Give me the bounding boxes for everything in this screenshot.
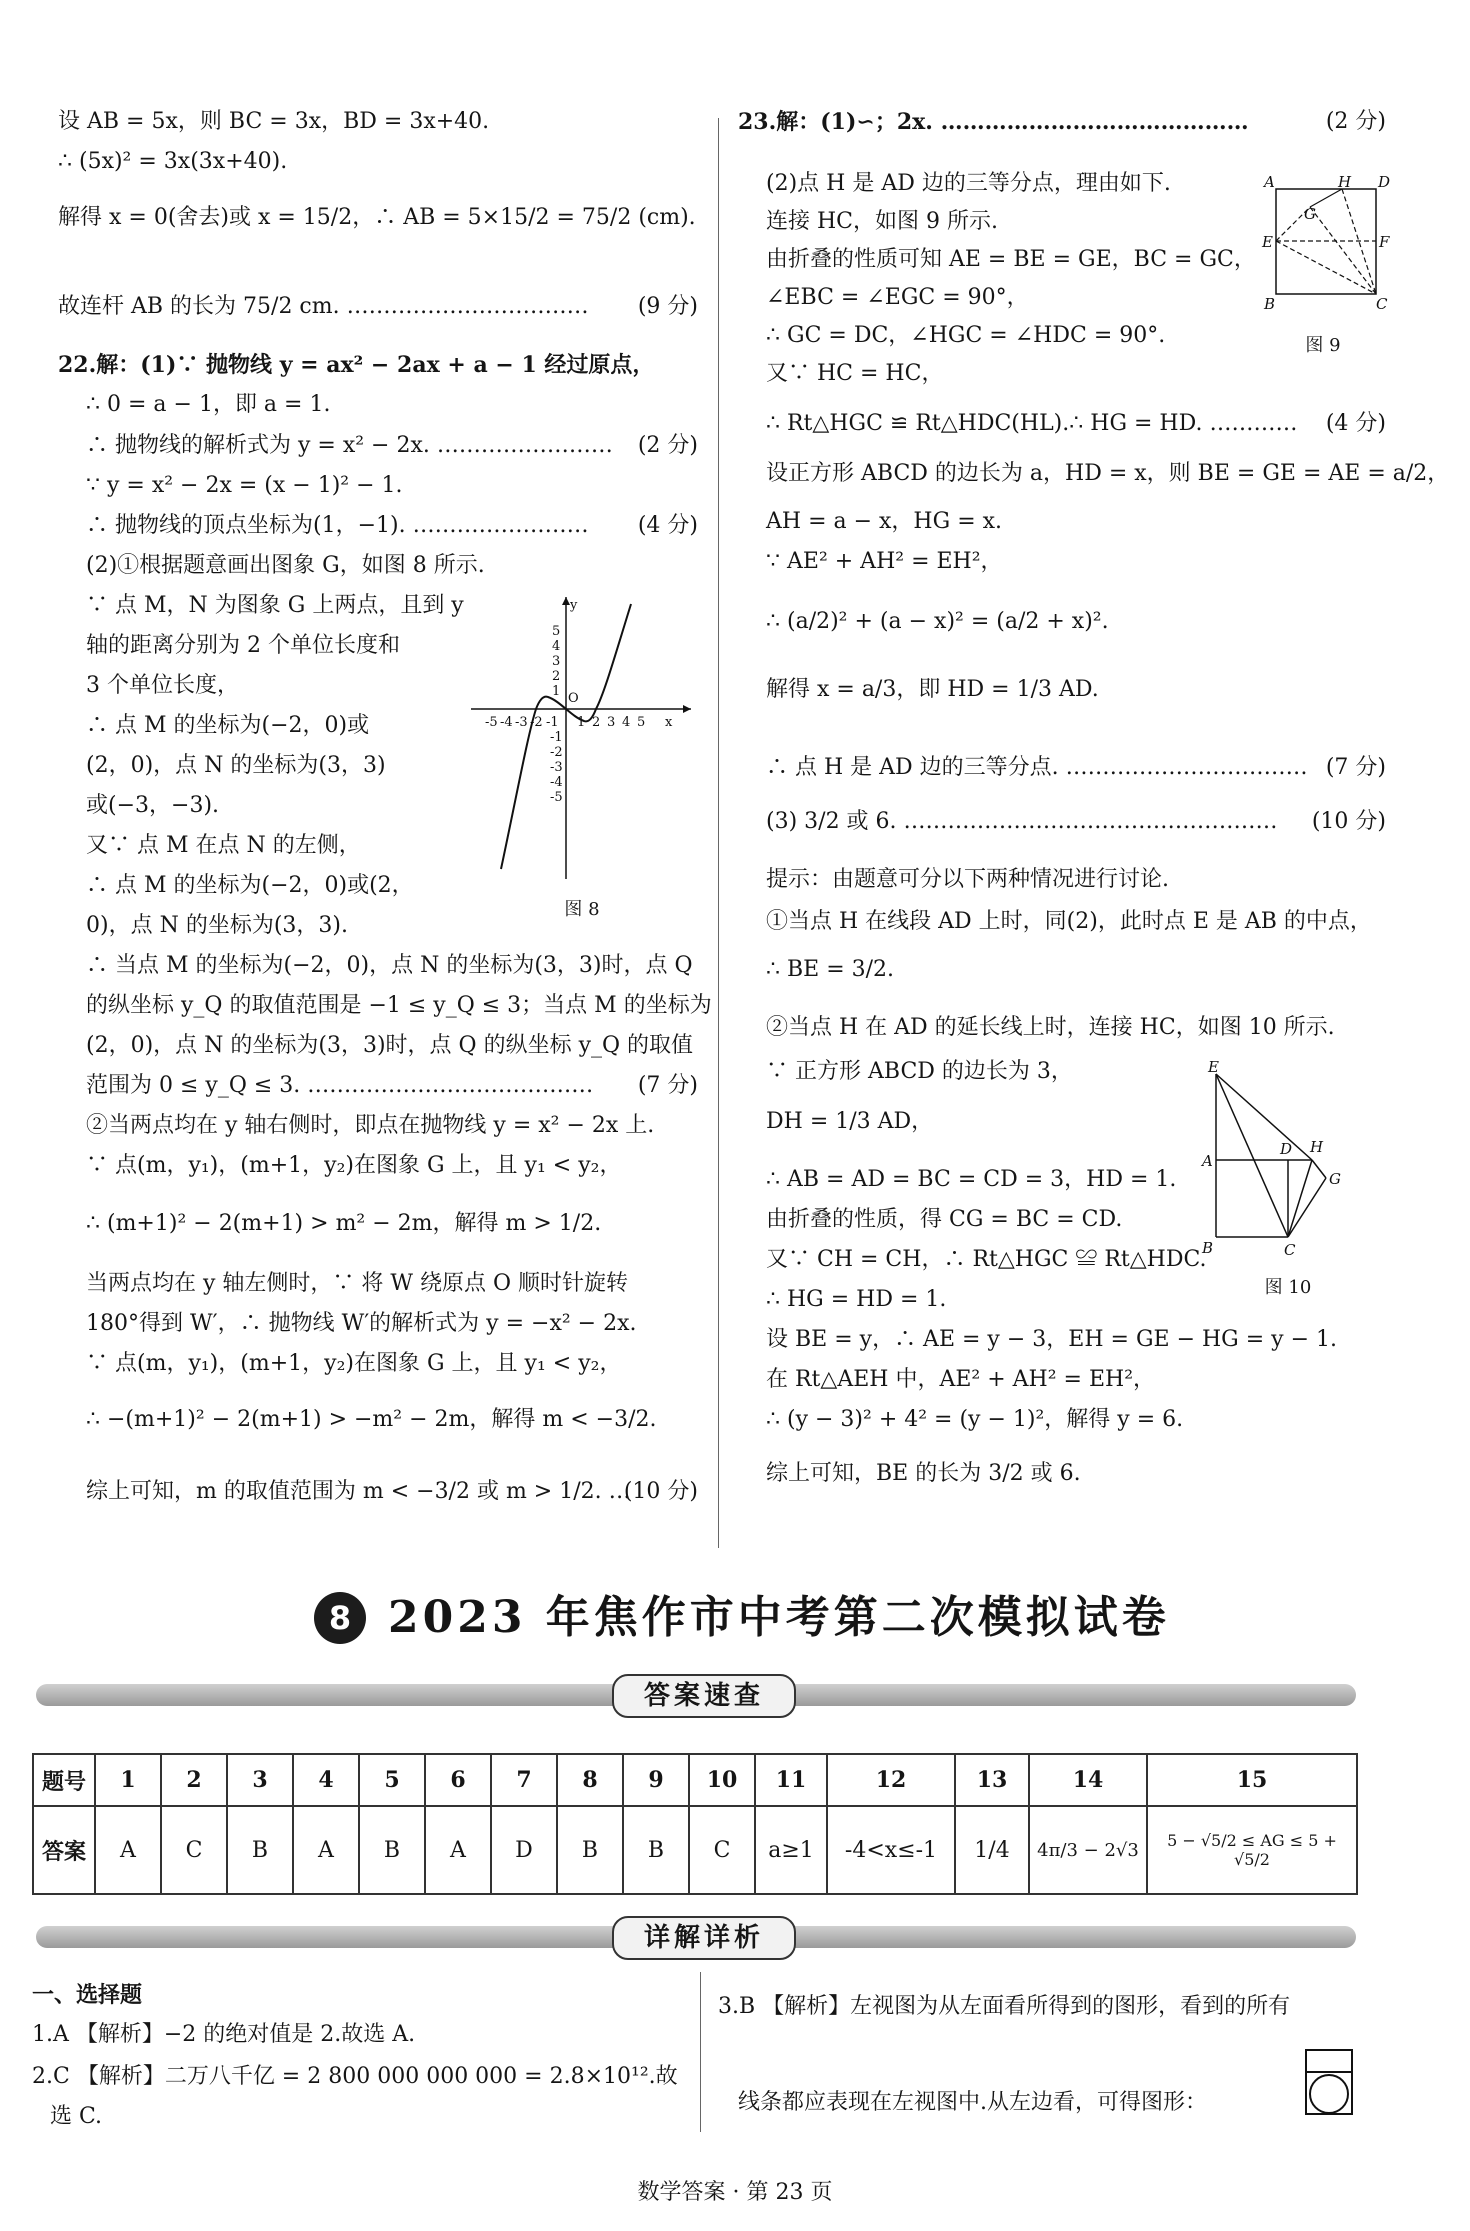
section-title: 2023 年焦作市中考第二次模拟试卷 <box>388 1592 1170 1643</box>
detail-q3-line2: 线条都应表现在左视图中.从左边看，可得图形： <box>738 2090 1207 2115</box>
detail-q2-line1: 2.C 【解析】二万八千亿 = 2 800 000 000 000 = 2.8×10¹².故 <box>32 2064 678 2089</box>
y-tick-label: 4 <box>552 639 561 654</box>
question-number: 8 <box>557 1754 623 1806</box>
answer-cell: C <box>161 1806 227 1894</box>
row-header: 题号 <box>33 1754 95 1806</box>
q23-line: ∴ (a/2)² + (a − x)² = (a/2 + x)². <box>766 609 1109 634</box>
q23-line: ∴ GC = DC，∠HGC = ∠HDC = 90°. <box>766 323 1166 348</box>
question-number: 1 <box>95 1754 161 1806</box>
q22-line: ∴ 点 M 的坐标为(−2，0)或(2， <box>86 873 414 898</box>
label-b: B <box>1202 1239 1214 1257</box>
q22-line: (2)①根据题意画出图象 G，如图 8 所示. <box>86 553 485 578</box>
q23-line: 连接 HC，如图 9 所示. <box>766 209 998 234</box>
q23-line: ①当点 H 在线段 AD 上时，同(2)，此时点 E 是 AB 的中点， <box>766 909 1372 934</box>
q21-line: 解得 x = 0(舍去)或 x = 15/2，∴ AB = 5×15/2 = 75/2 (cm). <box>58 205 696 230</box>
q22-line: 或(−3，−3). <box>86 793 220 818</box>
segment-ec <box>1216 1074 1288 1237</box>
question-number: 14 <box>1029 1754 1147 1806</box>
left-view-circle <box>1310 2075 1348 2113</box>
x-tick-label: -3 <box>515 715 528 730</box>
label-c: C <box>1376 295 1388 313</box>
segment-hg <box>1312 1160 1326 1178</box>
q23-line: 由折叠的性质，得 CG = BC = CD. <box>766 1207 1123 1232</box>
x-tick-label: 1 <box>577 715 586 730</box>
figure-10-caption: 图 10 <box>1264 1277 1312 1298</box>
x-tick-labels <box>485 715 673 730</box>
x-tick-label: 2 <box>592 715 601 730</box>
parabola-right-branch <box>596 604 631 709</box>
q22-line: ∴ 0 = a − 1，即 a = 1. <box>86 392 331 417</box>
q23-line: ∴ 点 H 是 AD 边的三等分点. …………………………… <box>766 755 1308 780</box>
detail-divider <box>700 1972 701 2132</box>
answer-table <box>32 1753 1358 1895</box>
score: (10 分) <box>623 1479 698 1504</box>
column-divider <box>718 118 719 1548</box>
q23-line: 设 BE = y，∴ AE = y − 3，EH = GE − HG = y − 1. <box>766 1327 1338 1352</box>
q22-line: 22.解：(1)∵ 抛物线 y = ax² − 2ax + a − 1 经过原点， <box>58 352 655 378</box>
y-axis-arrow <box>562 597 570 605</box>
q23-line: ∠EBC = ∠EGC = 90°， <box>766 285 1029 310</box>
figure-9-diagram <box>1258 173 1391 325</box>
score: (9 分) <box>637 294 698 319</box>
q23-line: 在 Rt△AEH 中，AE² + AH² = EH²， <box>766 1367 1156 1392</box>
label-h: H <box>1310 1138 1324 1156</box>
answer-cell: C <box>689 1806 755 1894</box>
y-axis-label: y <box>570 598 578 613</box>
question-number: 9 <box>623 1754 689 1806</box>
segment-cg <box>1288 1178 1326 1237</box>
x-axis-arrow <box>683 705 691 713</box>
segment-gc <box>1310 207 1376 294</box>
q22-line: 综上可知，m 的取值范围为 m < −3/2 或 m > 1/2. … <box>86 1479 631 1504</box>
answer-header: 答案 <box>33 1806 95 1894</box>
segment-eh <box>1216 1074 1312 1160</box>
x-axis-label: x <box>665 715 673 730</box>
answer-cell: 1/4 <box>955 1806 1029 1894</box>
x-tick-label: -2 <box>530 715 543 730</box>
q21-line: 故连杆 AB 的长为 75/2 cm. …………………………… <box>58 294 589 319</box>
q23-line: ②当点 H 在 AD 的延长线上时，连接 HC，如图 10 所示. <box>766 1015 1335 1040</box>
figure-10-labels <box>1200 1058 1341 1259</box>
y-tick-label: 5 <box>552 624 561 639</box>
answer-cell: A <box>293 1806 359 1894</box>
q22-line: ∴ 当点 M 的坐标为(−2，0)，点 N 的坐标为(3，3)时，点 Q <box>86 953 693 978</box>
q22-line: 0)，点 N 的坐标为(3，3). <box>86 913 348 938</box>
y-tick-label: -3 <box>550 760 563 775</box>
y-tick-label: 3 <box>552 654 561 669</box>
answer-cell: 4π/3 − 2√3 <box>1029 1806 1147 1894</box>
q22-line: ∴ 抛物线的解析式为 y = x² − 2x. …………………… <box>86 433 613 458</box>
score: (4 分) <box>637 513 698 538</box>
page-footer: 数学答案 · 第 23 页 <box>637 2180 833 2205</box>
score: (2 分) <box>637 433 698 458</box>
label-c: C <box>1284 1241 1296 1259</box>
y-tick-labels <box>550 598 579 805</box>
q22-line: 3 个单位长度， <box>86 673 239 698</box>
q22-line: 范围为 0 ≤ y_Q ≤ 3. ………………………………… <box>86 1073 594 1098</box>
question-number: 2 <box>161 1754 227 1806</box>
detail-label: 详解详析 <box>612 1916 796 1960</box>
q23-line: ∴ HG = HD = 1. <box>766 1287 947 1312</box>
y-tick-label: 1 <box>552 684 561 699</box>
question-number: 3 <box>227 1754 293 1806</box>
q22-line: 又∵ 点 M 在点 N 的左侧， <box>86 833 361 858</box>
question-number: 4 <box>293 1754 359 1806</box>
answer-cell: B <box>227 1806 293 1894</box>
q22-line: ∴ 抛物线的顶点坐标为(1，−1). …………………… <box>86 513 589 538</box>
answer-cell: B <box>623 1806 689 1894</box>
score: (10 分) <box>1311 809 1386 834</box>
score: (2 分) <box>1325 109 1386 134</box>
score: (7 分) <box>637 1073 698 1098</box>
q22-line: ∵ y = x² − 2x = (x − 1)² − 1. <box>86 473 403 498</box>
left-view-figure <box>1304 2048 1356 2118</box>
x-tick-label: -1 <box>546 715 559 730</box>
q23-line: ∵ AE² + AH² = EH²， <box>766 549 1003 574</box>
answer-cell: A <box>425 1806 491 1894</box>
detail-heading: 一、选择题 <box>32 1982 143 2008</box>
origin-label: O <box>568 691 579 706</box>
label-g: G <box>1304 205 1316 223</box>
y-tick-label: -2 <box>550 745 563 760</box>
answer-cell: a≥1 <box>755 1806 827 1894</box>
q23-line: ∴ BE = 3/2. <box>766 957 895 982</box>
quick-answer-label: 答案速查 <box>612 1674 796 1718</box>
q23-line: 又∵ HC = HC， <box>766 361 944 386</box>
question-number: 15 <box>1147 1754 1357 1806</box>
label-d: D <box>1280 1140 1293 1158</box>
answer-cell: -4<x≤-1 <box>827 1806 955 1894</box>
score: (4 分) <box>1325 411 1386 436</box>
q23-line: 又∵ CH = CH，∴ Rt△HGC ≌ Rt△HDC. <box>766 1247 1207 1272</box>
q23-line: ∴ (y − 3)² + 4² = (y − 1)²，解得 y = 6. <box>766 1407 1184 1432</box>
label-b: B <box>1264 295 1276 313</box>
figure-8-graph <box>466 589 696 889</box>
x-tick-label: 5 <box>637 715 646 730</box>
q23-line: 设正方形 ABCD 的边长为 a，HD = x，则 BE = GE = AE = a/2， <box>766 461 1450 486</box>
label-a: A <box>1202 1152 1213 1170</box>
q23-line: 提示：由题意可分以下两种情况进行讨论. <box>766 867 1169 892</box>
q22-line: 当两点均在 y 轴左侧时，∵ 将 W 绕原点 O 顺时针旋转 <box>86 1271 629 1296</box>
answer-cell: B <box>359 1806 425 1894</box>
x-tick-label: -4 <box>500 715 513 730</box>
y-tick-label: -5 <box>550 790 563 805</box>
question-number: 13 <box>955 1754 1029 1806</box>
y-tick-label: -4 <box>550 775 563 790</box>
score: (7 分) <box>1325 755 1386 780</box>
q22-line: ②当两点均在 y 轴右侧时，即点在抛物线 y = x² − 2x 上. <box>86 1113 655 1138</box>
question-number: 12 <box>827 1754 955 1806</box>
x-tick-label: 4 <box>622 715 631 730</box>
q21-line: 设 AB = 5x，则 BC = 3x，BD = 3x+40. <box>58 109 490 134</box>
y-tick-label: 2 <box>552 669 561 684</box>
q23-line: 23.解：(1)∽；2x. …………………………………… <box>738 109 1249 135</box>
label-a: A <box>1264 173 1275 191</box>
q23-line: AH = a − x，HG = x. <box>766 509 1003 534</box>
q22-line: ∴ −(m+1)² − 2(m+1) > −m² − 2m，解得 m < −3/2. <box>86 1407 657 1432</box>
figure-9-caption: 图 9 <box>1305 335 1341 356</box>
segment-ec <box>1276 241 1376 294</box>
q23-line: 由折叠的性质可知 AE = BE = GE，BC = GC， <box>766 247 1256 272</box>
question-number: 5 <box>359 1754 425 1806</box>
label-g: G <box>1329 1170 1341 1188</box>
q22-line: 180°得到 W′，∴ 抛物线 W′的解析式为 y = −x² − 2x. <box>86 1311 637 1336</box>
table-row-numbers <box>33 1754 1357 1806</box>
q23-line: DH = 1/3 AD， <box>766 1109 934 1134</box>
question-number: 7 <box>491 1754 557 1806</box>
label-e: E <box>1208 1058 1219 1076</box>
q23-line: 解得 x = a/3，即 HD = 1/3 AD. <box>766 677 1099 702</box>
section-number: 8 <box>314 1592 366 1644</box>
label-f: F <box>1379 233 1390 251</box>
q22-line: 轴的距离分别为 2 个单位长度和 <box>86 633 400 658</box>
q22-line: ∴ (m+1)² − 2(m+1) > m² − 2m，解得 m > 1/2. <box>86 1211 602 1236</box>
q22-line: 的纵坐标 y_Q 的取值范围是 −1 ≤ y_Q ≤ 3；当点 M 的坐标为 <box>86 993 712 1018</box>
figure-10-diagram <box>1198 1060 1383 1260</box>
figure-8-caption: 图 8 <box>564 899 600 920</box>
label-e: E <box>1262 233 1273 251</box>
detail-q2-line2: 选 C. <box>50 2104 103 2129</box>
y-tick-label: -1 <box>550 730 563 745</box>
q22-line: (2，0)，点 N 的坐标为(3，3)时，点 Q 的纵坐标 y_Q 的取值 <box>86 1033 694 1058</box>
answer-cell: A <box>95 1806 161 1894</box>
label-d: D <box>1378 173 1391 191</box>
q22-line: ∵ 点(m，y₁)，(m+1，y₂)在图象 G 上，且 y₁ < y₂， <box>86 1351 622 1376</box>
q22-line: (2，0)，点 N 的坐标为(3，3) <box>86 753 386 778</box>
label-h: H <box>1338 173 1352 191</box>
question-number: 10 <box>689 1754 755 1806</box>
segment-ch <box>1288 1160 1312 1237</box>
question-number: 6 <box>425 1754 491 1806</box>
x-tick-label: 3 <box>607 715 616 730</box>
q23-line: (3) 3/2 或 6. …………………………………………… <box>766 809 1278 834</box>
q23-line: ∵ 正方形 ABCD 的边长为 3， <box>766 1059 1073 1084</box>
detail-q1: 1.A 【解析】−2 的绝对值是 2.故选 A. <box>32 2022 416 2047</box>
q23-line: ∴ AB = AD = BC = CD = 3，HD = 1. <box>766 1167 1177 1192</box>
q21-line: ∴ (5x)² = 3x(3x+40). <box>58 149 288 174</box>
answer-cell: D <box>491 1806 557 1894</box>
detail-q3-line1: 3.B 【解析】左视图为从左面看所得到的图形，看到的所有 <box>718 1994 1291 2019</box>
answer-cell: 5 − √5/2 ≤ AG ≤ 5 + √5/2 <box>1147 1806 1357 1894</box>
q23-line: ∴ Rt△HGC ≌ Rt△HDC(HL).∴ HG = HD. ………… <box>766 411 1298 436</box>
q22-line: ∴ 点 M 的坐标为(−2，0)或 <box>86 713 370 738</box>
q22-line: ∵ 点(m，y₁)，(m+1，y₂)在图象 G 上，且 y₁ < y₂， <box>86 1153 622 1178</box>
x-tick-label: -5 <box>485 715 498 730</box>
question-number: 11 <box>755 1754 827 1806</box>
q23-line: 综上可知，BE 的长为 3/2 或 6. <box>766 1461 1081 1486</box>
q22-line: ∵ 点 M，N 为图象 G 上两点，且到 y <box>86 593 464 618</box>
answer-cell: B <box>557 1806 623 1894</box>
table-row-answers <box>33 1806 1357 1894</box>
q23-line: (2)点 H 是 AD 边的三等分点，理由如下. <box>766 171 1171 196</box>
